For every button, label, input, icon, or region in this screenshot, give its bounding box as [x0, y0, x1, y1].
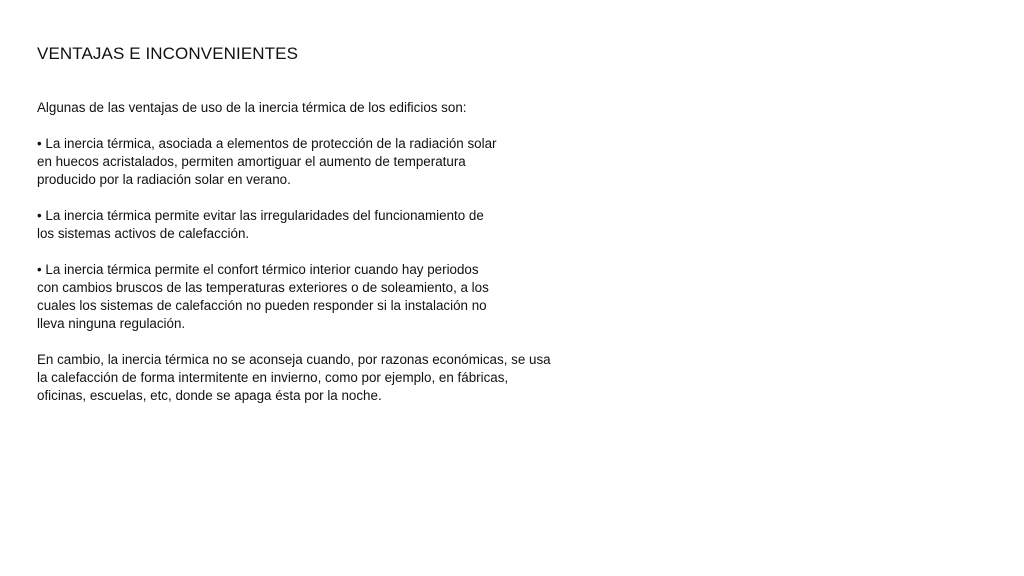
text-line: • La inercia térmica permite evitar las irregularidades del funcionamiento de: [37, 208, 484, 223]
text-line: cuales los sistemas de calefacción no pueden responder si la instalación no: [37, 298, 487, 313]
intro-paragraph: [37, 99, 551, 117]
bullet-paragraph-comfort: [37, 261, 551, 333]
slide-title: VENTAJAS E INCONVENIENTES: [37, 44, 299, 63]
text-line: Algunas de las ventajas de uso de la inercia térmica de los edificios son:: [37, 100, 467, 115]
text-line: los sistemas activos de calefacción.: [37, 226, 250, 241]
bullet-paragraph-solar: [37, 135, 551, 189]
text-line: con cambios bruscos de las temperaturas exteriores o de soleamiento, a los: [37, 280, 489, 295]
text-line: • La inercia térmica, asociada a elementos de protección de la radiación solar: [37, 136, 497, 151]
text-line: oficinas, escuelas, etc, donde se apaga ésta por la noche.: [37, 388, 382, 403]
conclusion-paragraph: [37, 351, 551, 405]
text-line: producido por la radiación solar en verano.: [37, 172, 291, 187]
text-line: lleva ninguna regulación.: [37, 316, 186, 331]
text-line: en huecos acristalados, permiten amortiguar el aumento de temperatura: [37, 154, 466, 169]
text-line: la calefacción de forma intermitente en invierno, como por ejemplo, en fábricas,: [37, 370, 509, 385]
text-line: En cambio, la inercia térmica no se aconseja cuando, por razonas económicas, se usa: [37, 352, 551, 367]
slide-body: [37, 99, 551, 405]
bullet-paragraph-heating: [37, 207, 551, 243]
text-line: • La inercia térmica permite el confort térmico interior cuando hay periodos: [37, 262, 479, 277]
